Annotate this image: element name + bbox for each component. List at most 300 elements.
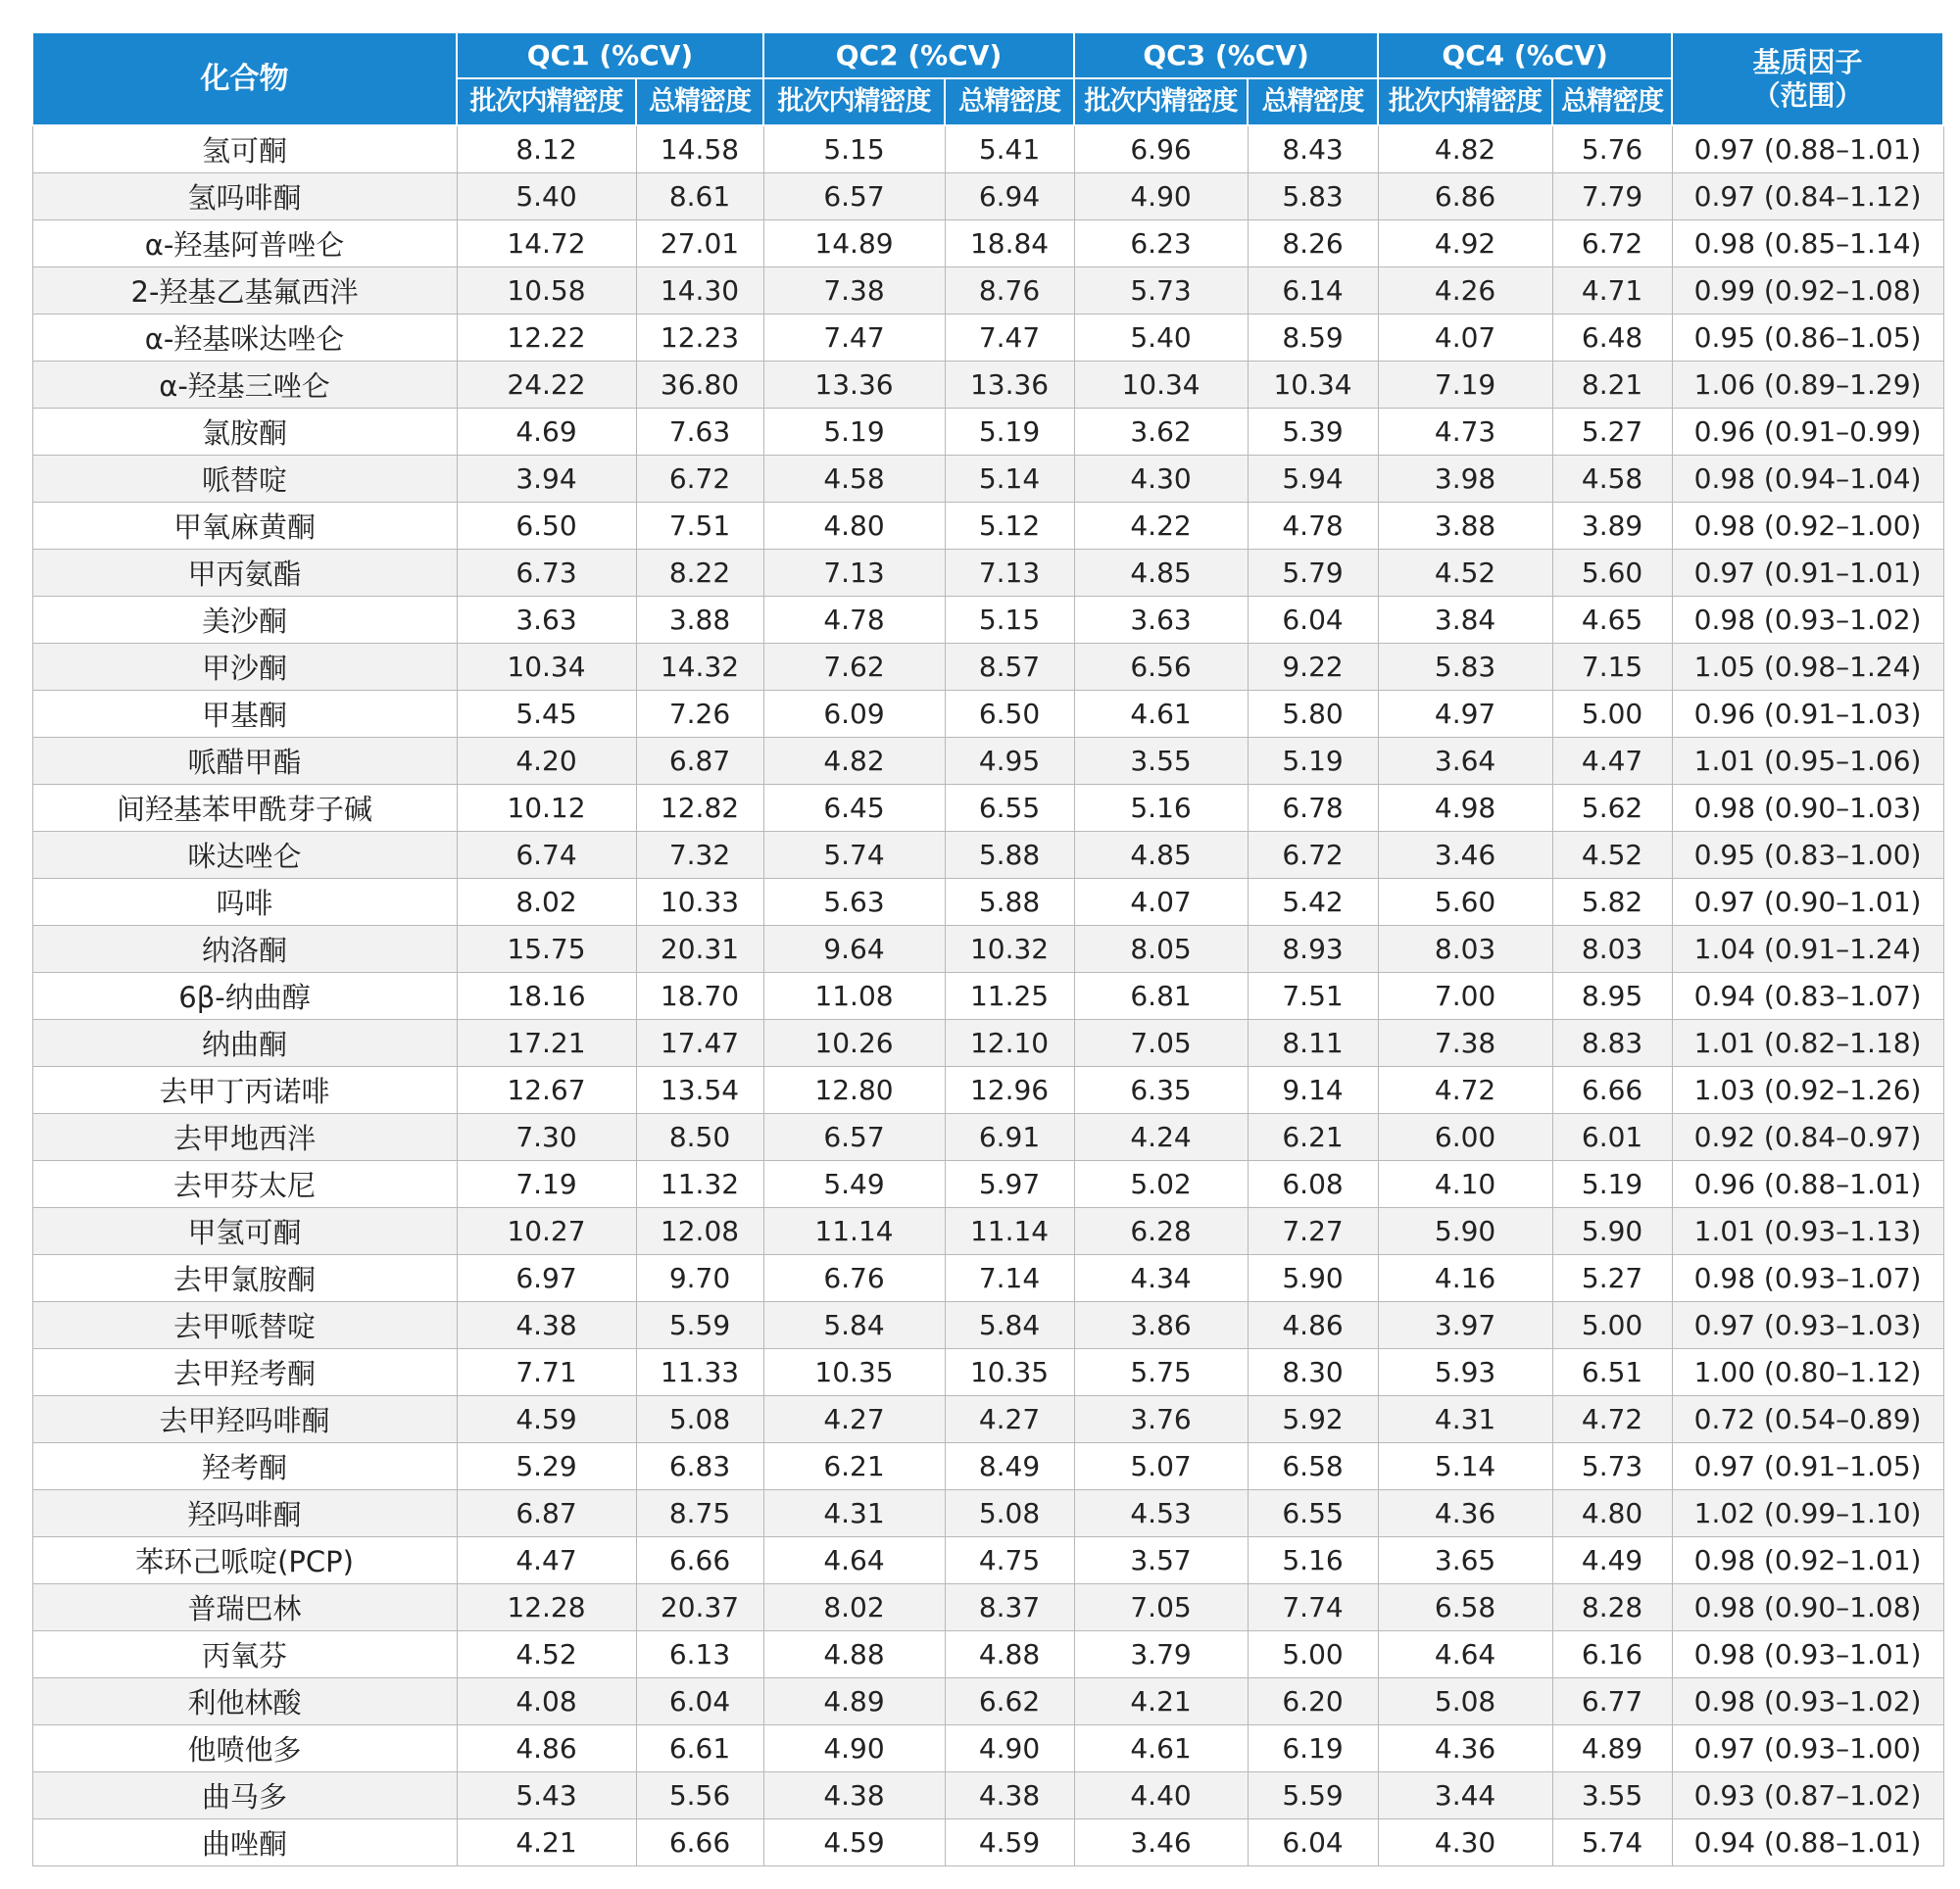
table-row [32, 362, 1943, 409]
compound-name-cell: 利他林酸 [32, 1678, 457, 1725]
qc2-within-run-cell: 4.38 [763, 1772, 945, 1819]
qc1-within-run-cell: 10.12 [457, 785, 636, 832]
qc2-total-cell: 8.76 [945, 267, 1074, 315]
qc1-total-cell: 9.70 [636, 1255, 763, 1302]
qc4-total-cell: 6.16 [1552, 1631, 1672, 1678]
qc2-total-cell: 6.94 [945, 173, 1074, 220]
qc2-within-run-cell: 4.31 [763, 1490, 945, 1537]
qc4-total-cell: 5.62 [1552, 785, 1672, 832]
table-row [32, 785, 1943, 832]
matrix-factor-cell: 0.97 (0.91–1.01) [1672, 550, 1943, 597]
table-row [32, 1443, 1943, 1490]
qc3-within-run-cell: 5.40 [1074, 315, 1248, 362]
qc3-within-run-cell: 3.79 [1074, 1631, 1248, 1678]
qc3-total-cell: 5.19 [1248, 738, 1378, 785]
qc3-total-cell: 10.34 [1248, 362, 1378, 409]
qc4-within-run-cell: 4.36 [1378, 1490, 1552, 1537]
qc2-within-run-cell: 6.45 [763, 785, 945, 832]
matrix-factor-cell: 1.01 (0.93–1.13) [1672, 1208, 1943, 1255]
qc2-within-run-cell: 4.59 [763, 1819, 945, 1866]
matrix-factor-cell: 0.95 (0.83–1.00) [1672, 832, 1943, 879]
matrix-factor-cell: 0.96 (0.88–1.01) [1672, 1161, 1943, 1208]
table-row [32, 926, 1943, 973]
qc1-total-cell: 5.08 [636, 1396, 763, 1443]
qc3-within-run-cell: 3.76 [1074, 1396, 1248, 1443]
qc1-total-cell: 6.66 [636, 1537, 763, 1584]
compound-name-cell: 羟吗啡酮 [32, 1490, 457, 1537]
qc3-total-cell: 8.26 [1248, 220, 1378, 267]
qc4-within-run-cell: 3.44 [1378, 1772, 1552, 1819]
qc1-total-cell: 6.04 [636, 1678, 763, 1725]
compound-name-cell: 哌替啶 [32, 456, 457, 503]
qc4-within-run-cell: 4.07 [1378, 315, 1552, 362]
qc4-within-run-cell: 5.14 [1378, 1443, 1552, 1490]
compound-name-cell: 吗啡 [32, 879, 457, 926]
qc3-within-run-cell: 6.96 [1074, 125, 1248, 173]
qc3-group-header: QC3 (%CV) [1074, 32, 1378, 78]
qc3-within-run-cell: 5.16 [1074, 785, 1248, 832]
qc4-within-run-cell: 3.65 [1378, 1537, 1552, 1584]
qc1-within-run-cell: 10.58 [457, 267, 636, 315]
qc1-total-cell: 6.83 [636, 1443, 763, 1490]
qc1-total-cell: 5.59 [636, 1302, 763, 1349]
qc4-total-cell: 4.65 [1552, 597, 1672, 644]
qc2-total-cell: 10.35 [945, 1349, 1074, 1396]
qc4-total-cell: 7.79 [1552, 173, 1672, 220]
qc3-total-cell: 6.58 [1248, 1443, 1378, 1490]
qc4-total-cell: 5.27 [1552, 409, 1672, 456]
qc1-total-cell: 6.61 [636, 1725, 763, 1772]
qc4-within-run-cell: 4.26 [1378, 267, 1552, 315]
table-row [32, 1161, 1943, 1208]
qc4-total-cell: 3.89 [1552, 503, 1672, 550]
qc4-total-cell: 4.52 [1552, 832, 1672, 879]
qc2-within-run-cell: 4.78 [763, 597, 945, 644]
compound-name-cell: 甲氧麻黄酮 [32, 503, 457, 550]
compound-name-cell: 氢可酮 [32, 125, 457, 173]
qc3-within-run-cell: 4.07 [1074, 879, 1248, 926]
qc2-total-cell: 7.14 [945, 1255, 1074, 1302]
qc2-total-cell: 6.50 [945, 691, 1074, 738]
qc1-total-cell: 8.61 [636, 173, 763, 220]
qc2-total-cell: 12.96 [945, 1067, 1074, 1114]
compound-name-cell: 纳曲酮 [32, 1020, 457, 1067]
qc1-total-cell: 3.88 [636, 597, 763, 644]
qc1-within-run-cell: 6.87 [457, 1490, 636, 1537]
qc2-within-run-cell: 5.74 [763, 832, 945, 879]
table-row [32, 125, 1943, 173]
qc3-within-run-cell: 6.35 [1074, 1067, 1248, 1114]
table-row [32, 832, 1943, 879]
qc3-total-cell: 6.04 [1248, 1819, 1378, 1866]
matrix-factor-header-line1: 基质因子 [1752, 45, 1863, 78]
qc1-total-cell: 6.72 [636, 456, 763, 503]
qc2-total-cell: 13.36 [945, 362, 1074, 409]
compound-name-cell: 去甲芬太尼 [32, 1161, 457, 1208]
matrix-factor-cell: 0.92 (0.84–0.97) [1672, 1114, 1943, 1161]
qc3-total-cell: 5.90 [1248, 1255, 1378, 1302]
qc1-total-cell: 7.26 [636, 691, 763, 738]
table-row [32, 597, 1943, 644]
qc4-within-run-cell: 4.73 [1378, 409, 1552, 456]
matrix-factor-cell: 1.06 (0.89–1.29) [1672, 362, 1943, 409]
matrix-factor-cell: 0.93 (0.87–1.02) [1672, 1772, 1943, 1819]
qc1-total-cell: 12.82 [636, 785, 763, 832]
qc1-within-run-cell: 6.97 [457, 1255, 636, 1302]
table-row [32, 456, 1943, 503]
qc2-total-cell: 8.57 [945, 644, 1074, 691]
qc1-within-run-cell: 7.19 [457, 1161, 636, 1208]
qc2-total-cell: 5.08 [945, 1490, 1074, 1537]
qc2-within-run-cell: 11.14 [763, 1208, 945, 1255]
qc2-within-run-cell: 4.89 [763, 1678, 945, 1725]
qc4-within-run-cell: 4.16 [1378, 1255, 1552, 1302]
matrix-factor-cell: 1.05 (0.98–1.24) [1672, 644, 1943, 691]
matrix-factor-cell: 0.98 (0.94–1.04) [1672, 456, 1943, 503]
qc1-total-cell: 27.01 [636, 220, 763, 267]
qc4-within-run-cell: 4.31 [1378, 1396, 1552, 1443]
qc4-total-cell: 3.55 [1552, 1772, 1672, 1819]
compound-name-cell: 6β-纳曲醇 [32, 973, 457, 1020]
qc1-within-run-cell: 4.69 [457, 409, 636, 456]
qc2-total-cell: 4.75 [945, 1537, 1074, 1584]
qc1-total-cell: 7.63 [636, 409, 763, 456]
qc4-within-run-cell: 5.08 [1378, 1678, 1552, 1725]
qc4-within-run-cell: 7.00 [1378, 973, 1552, 1020]
qc2-within-run-cell: 4.27 [763, 1396, 945, 1443]
table-row [32, 1631, 1943, 1678]
qc3-within-run-cell: 4.22 [1074, 503, 1248, 550]
qc4-total-cell: 4.58 [1552, 456, 1672, 503]
table-row [32, 1396, 1943, 1443]
compound-name-cell: 去甲丁丙诺啡 [32, 1067, 457, 1114]
matrix-factor-cell: 0.98 (0.93–1.02) [1672, 1678, 1943, 1725]
compound-name-cell: 甲丙氨酯 [32, 550, 457, 597]
qc1-within-run-cell: 15.75 [457, 926, 636, 973]
qc2-within-run-cell: 5.63 [763, 879, 945, 926]
qc4-within-run-cell: 8.03 [1378, 926, 1552, 973]
qc4-within-run-cell: 4.97 [1378, 691, 1552, 738]
qc1-within-run-cell: 18.16 [457, 973, 636, 1020]
qc2-within-run-cell: 6.21 [763, 1443, 945, 1490]
qc2-within-run-cell: 10.35 [763, 1349, 945, 1396]
qc4-total-cell: 7.15 [1552, 644, 1672, 691]
table-row [32, 1725, 1943, 1772]
qc1-within-run-cell: 4.52 [457, 1631, 636, 1678]
matrix-factor-cell: 1.04 (0.91–1.24) [1672, 926, 1943, 973]
matrix-factor-cell: 0.94 (0.88–1.01) [1672, 1819, 1943, 1866]
qc3-total-cell: 9.22 [1248, 644, 1378, 691]
qc1-within-run-cell: 12.22 [457, 315, 636, 362]
qc2-total-cell: 5.97 [945, 1161, 1074, 1208]
qc2-total-cell: 4.90 [945, 1725, 1074, 1772]
matrix-factor-cell: 0.97 (0.93–1.03) [1672, 1302, 1943, 1349]
matrix-factor-cell: 0.98 (0.92–1.01) [1672, 1537, 1943, 1584]
qc3-total-cell: 5.79 [1248, 550, 1378, 597]
table-row [32, 1208, 1943, 1255]
qc3-within-run-cell: 3.63 [1074, 597, 1248, 644]
qc1-within-run-cell: 7.71 [457, 1349, 636, 1396]
qc1-within-run-header: 批次内精密度 [457, 78, 636, 125]
qc1-within-run-cell: 12.28 [457, 1584, 636, 1631]
table-row [32, 550, 1943, 597]
qc1-within-run-cell: 6.74 [457, 832, 636, 879]
qc1-within-run-cell: 4.38 [457, 1302, 636, 1349]
matrix-factor-cell: 0.98 (0.93–1.07) [1672, 1255, 1943, 1302]
qc2-within-run-cell: 10.26 [763, 1020, 945, 1067]
qc3-total-cell: 5.16 [1248, 1537, 1378, 1584]
qc3-within-run-cell: 4.53 [1074, 1490, 1248, 1537]
qc3-within-run-cell: 5.73 [1074, 267, 1248, 315]
compound-name-cell: 甲沙酮 [32, 644, 457, 691]
qc1-total-cell: 14.58 [636, 125, 763, 173]
qc3-within-run-cell: 3.57 [1074, 1537, 1248, 1584]
qc3-within-run-cell: 4.40 [1074, 1772, 1248, 1819]
qc2-total-cell: 5.84 [945, 1302, 1074, 1349]
qc2-total-cell: 4.88 [945, 1631, 1074, 1678]
compound-name-cell: 美沙酮 [32, 597, 457, 644]
compound-name-cell: 去甲氯胺酮 [32, 1255, 457, 1302]
qc3-total-cell: 9.14 [1248, 1067, 1378, 1114]
qc4-within-run-cell: 4.98 [1378, 785, 1552, 832]
qc3-within-run-cell: 7.05 [1074, 1584, 1248, 1631]
qc3-total-cell: 5.80 [1248, 691, 1378, 738]
qc1-within-run-cell: 5.29 [457, 1443, 636, 1490]
qc1-total-cell: 5.56 [636, 1772, 763, 1819]
compound-name-cell: 苯环己哌啶(PCP) [32, 1537, 457, 1584]
qc3-within-run-cell: 4.30 [1074, 456, 1248, 503]
matrix-factor-header-line2: （范围） [1752, 78, 1863, 112]
compound-name-cell: α-羟基咪达唑仑 [32, 315, 457, 362]
qc3-total-cell: 6.20 [1248, 1678, 1378, 1725]
qc2-total-cell: 7.47 [945, 315, 1074, 362]
qc2-within-run-cell: 7.47 [763, 315, 945, 362]
qc1-within-run-cell: 3.94 [457, 456, 636, 503]
compound-name-cell: 羟考酮 [32, 1443, 457, 1490]
qc3-total-cell: 6.04 [1248, 597, 1378, 644]
matrix-factor-cell: 0.72 (0.54–0.89) [1672, 1396, 1943, 1443]
compound-name-cell: 2-羟基乙基氟西泮 [32, 267, 457, 315]
qc3-total-cell: 5.83 [1248, 173, 1378, 220]
matrix-factor-cell: 0.97 (0.91–1.05) [1672, 1443, 1943, 1490]
qc3-within-run-cell: 3.46 [1074, 1819, 1248, 1866]
qc2-total-cell: 5.14 [945, 456, 1074, 503]
qc1-total-cell: 8.75 [636, 1490, 763, 1537]
compound-name-cell: 氢吗啡酮 [32, 173, 457, 220]
qc2-total-cell: 12.10 [945, 1020, 1074, 1067]
qc1-total-cell: 14.32 [636, 644, 763, 691]
qc4-within-run-cell: 3.64 [1378, 738, 1552, 785]
qc4-total-cell: 6.51 [1552, 1349, 1672, 1396]
qc3-within-run-cell: 4.85 [1074, 550, 1248, 597]
matrix-factor-cell: 1.00 (0.80–1.12) [1672, 1349, 1943, 1396]
qc4-within-run-cell: 4.72 [1378, 1067, 1552, 1114]
qc2-within-run-header: 批次内精密度 [763, 78, 945, 125]
qc3-within-run-cell: 8.05 [1074, 926, 1248, 973]
qc2-total-cell: 4.27 [945, 1396, 1074, 1443]
qc2-within-run-cell: 7.62 [763, 644, 945, 691]
compound-name-cell: 曲唑酮 [32, 1819, 457, 1866]
qc3-within-run-cell: 4.85 [1074, 832, 1248, 879]
table-row [32, 1067, 1943, 1114]
qc4-within-run-cell: 3.46 [1378, 832, 1552, 879]
matrix-factor-header [1672, 32, 1943, 125]
matrix-factor-cell: 0.99 (0.92–1.08) [1672, 267, 1943, 315]
qc1-within-run-cell: 4.08 [457, 1678, 636, 1725]
compound-name-cell: α-羟基三唑仑 [32, 362, 457, 409]
qc4-total-cell: 8.95 [1552, 973, 1672, 1020]
qc4-group-header: QC4 (%CV) [1378, 32, 1672, 78]
qc1-within-run-cell: 10.27 [457, 1208, 636, 1255]
matrix-factor-cell: 0.97 (0.90–1.01) [1672, 879, 1943, 926]
qc1-within-run-cell: 14.72 [457, 220, 636, 267]
matrix-factor-cell: 0.96 (0.91–0.99) [1672, 409, 1943, 456]
qc4-total-cell: 6.77 [1552, 1678, 1672, 1725]
qc3-within-run-cell: 6.28 [1074, 1208, 1248, 1255]
qc1-total-cell: 7.51 [636, 503, 763, 550]
table-row [32, 267, 1943, 315]
qc4-total-cell: 8.28 [1552, 1584, 1672, 1631]
qc2-total-cell: 6.55 [945, 785, 1074, 832]
qc3-total-cell: 8.11 [1248, 1020, 1378, 1067]
qc4-total-cell: 4.49 [1552, 1537, 1672, 1584]
qc1-within-run-cell: 10.34 [457, 644, 636, 691]
qc3-total-cell: 5.94 [1248, 456, 1378, 503]
qc4-total-cell: 6.48 [1552, 315, 1672, 362]
qc4-total-cell: 5.90 [1552, 1208, 1672, 1255]
qc2-within-run-cell: 9.64 [763, 926, 945, 973]
qc2-within-run-cell: 7.13 [763, 550, 945, 597]
table-row [32, 173, 1943, 220]
qc1-total-cell: 12.08 [636, 1208, 763, 1255]
qc2-total-cell: 11.14 [945, 1208, 1074, 1255]
qc3-within-run-cell: 10.34 [1074, 362, 1248, 409]
qc4-within-run-cell: 4.52 [1378, 550, 1552, 597]
qc1-total-cell: 12.23 [636, 315, 763, 362]
qc2-within-run-cell: 5.84 [763, 1302, 945, 1349]
qc1-total-cell: 11.33 [636, 1349, 763, 1396]
qc2-within-run-cell: 4.64 [763, 1537, 945, 1584]
qc4-within-run-cell: 4.10 [1378, 1161, 1552, 1208]
qc2-total-cell: 7.13 [945, 550, 1074, 597]
qc3-within-run-cell: 4.34 [1074, 1255, 1248, 1302]
qc1-within-run-cell: 24.22 [457, 362, 636, 409]
table-row [32, 409, 1943, 456]
qc4-within-run-cell: 5.90 [1378, 1208, 1552, 1255]
qc3-within-run-cell: 5.75 [1074, 1349, 1248, 1396]
table-row [32, 1584, 1943, 1631]
qc4-total-cell: 6.72 [1552, 220, 1672, 267]
qc1-total-cell: 7.32 [636, 832, 763, 879]
table-row [32, 1678, 1943, 1725]
qc4-total-cell: 8.21 [1552, 362, 1672, 409]
qc2-within-run-cell: 4.90 [763, 1725, 945, 1772]
qc4-total-cell: 5.74 [1552, 1819, 1672, 1866]
matrix-factor-cell: 0.98 (0.90–1.08) [1672, 1584, 1943, 1631]
matrix-factor-cell: 1.02 (0.99–1.10) [1672, 1490, 1943, 1537]
qc4-total-cell: 5.00 [1552, 1302, 1672, 1349]
qc4-total-cell: 4.72 [1552, 1396, 1672, 1443]
qc1-within-run-cell: 12.67 [457, 1067, 636, 1114]
table-row [32, 644, 1943, 691]
qc3-total-header: 总精密度 [1248, 78, 1378, 125]
qc4-total-cell: 8.03 [1552, 926, 1672, 973]
qc3-within-run-cell: 5.02 [1074, 1161, 1248, 1208]
qc1-total-cell: 20.31 [636, 926, 763, 973]
compound-column-header: 化合物 [32, 32, 457, 125]
qc3-within-run-cell: 4.21 [1074, 1678, 1248, 1725]
qc1-within-run-cell: 4.47 [457, 1537, 636, 1584]
qc3-within-run-cell: 3.62 [1074, 409, 1248, 456]
qc2-total-cell: 8.37 [945, 1584, 1074, 1631]
qc2-within-run-cell: 5.19 [763, 409, 945, 456]
table-row [32, 1772, 1943, 1819]
matrix-factor-cell: 0.97 (0.93–1.00) [1672, 1725, 1943, 1772]
qc2-total-cell: 6.62 [945, 1678, 1074, 1725]
qc3-total-cell: 7.74 [1248, 1584, 1378, 1631]
qc1-within-run-cell: 3.63 [457, 597, 636, 644]
qc1-within-run-cell: 8.02 [457, 879, 636, 926]
qc4-total-cell: 4.89 [1552, 1725, 1672, 1772]
qc2-within-run-cell: 6.57 [763, 173, 945, 220]
qc4-total-cell: 5.27 [1552, 1255, 1672, 1302]
qc2-total-cell: 10.32 [945, 926, 1074, 973]
qc2-total-cell: 8.49 [945, 1443, 1074, 1490]
compound-name-cell: 去甲羟考酮 [32, 1349, 457, 1396]
qc3-total-cell: 6.21 [1248, 1114, 1378, 1161]
qc4-within-run-cell: 3.88 [1378, 503, 1552, 550]
table-row [32, 220, 1943, 267]
qc2-total-cell: 5.88 [945, 879, 1074, 926]
qc3-within-run-cell: 5.07 [1074, 1443, 1248, 1490]
qc1-total-cell: 11.32 [636, 1161, 763, 1208]
qc3-total-cell: 8.93 [1248, 926, 1378, 973]
compound-name-cell: 去甲羟吗啡酮 [32, 1396, 457, 1443]
qc1-within-run-cell: 7.30 [457, 1114, 636, 1161]
qc4-total-cell: 5.76 [1552, 125, 1672, 173]
qc2-total-cell: 6.91 [945, 1114, 1074, 1161]
qc3-within-run-cell: 7.05 [1074, 1020, 1248, 1067]
qc2-total-cell: 5.12 [945, 503, 1074, 550]
qc4-within-run-cell: 7.38 [1378, 1020, 1552, 1067]
qc1-total-cell: 13.54 [636, 1067, 763, 1114]
matrix-factor-cell: 0.98 (0.93–1.02) [1672, 597, 1943, 644]
qc2-group-header: QC2 (%CV) [763, 32, 1074, 78]
qc3-total-cell: 6.14 [1248, 267, 1378, 315]
table-row [32, 738, 1943, 785]
qc3-within-run-cell: 6.23 [1074, 220, 1248, 267]
matrix-factor-cell: 1.01 (0.95–1.06) [1672, 738, 1943, 785]
qc1-total-cell: 18.70 [636, 973, 763, 1020]
qc4-total-cell: 5.19 [1552, 1161, 1672, 1208]
qc3-total-cell: 6.78 [1248, 785, 1378, 832]
qc3-total-cell: 7.51 [1248, 973, 1378, 1020]
qc3-total-cell: 5.59 [1248, 1772, 1378, 1819]
qc3-within-run-cell: 4.61 [1074, 1725, 1248, 1772]
compound-name-cell: α-羟基阿普唑仑 [32, 220, 457, 267]
qc1-total-cell: 17.47 [636, 1020, 763, 1067]
qc4-within-run-cell: 6.00 [1378, 1114, 1552, 1161]
qc2-total-cell: 5.15 [945, 597, 1074, 644]
table-row [32, 973, 1943, 1020]
table-row [32, 879, 1943, 926]
qc3-total-cell: 8.59 [1248, 315, 1378, 362]
table-body [32, 125, 1943, 1866]
qc3-total-cell: 6.55 [1248, 1490, 1378, 1537]
qc1-within-run-cell: 8.12 [457, 125, 636, 173]
qc3-within-run-cell: 3.55 [1074, 738, 1248, 785]
qc1-total-cell: 6.66 [636, 1819, 763, 1866]
